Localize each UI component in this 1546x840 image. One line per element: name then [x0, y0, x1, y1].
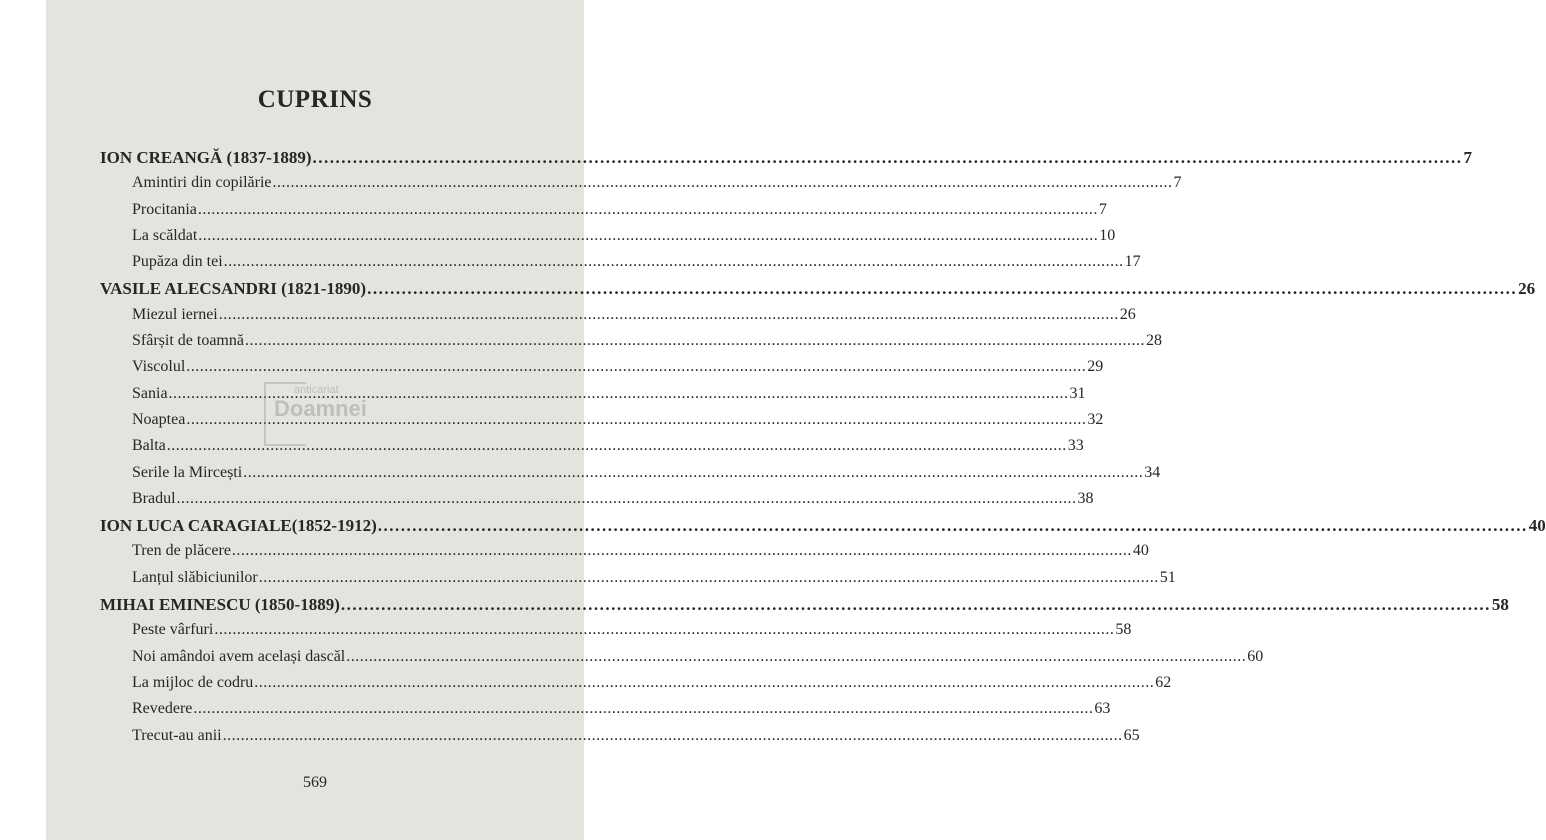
toc-entry-label: Miezul iernei	[132, 305, 218, 323]
toc-entry-page: 7	[1463, 148, 1473, 167]
page-number: 569	[303, 774, 327, 791]
dot-leader	[259, 569, 1159, 587]
toc-entry-page: 58	[1491, 595, 1509, 615]
toc-work-entry	[100, 358, 1104, 384]
dot-leader	[167, 437, 1067, 455]
toc-entry-page: 65	[1123, 726, 1140, 744]
dot-leader	[219, 306, 1119, 324]
toc-entry-page: 63	[1094, 700, 1111, 718]
toc-author-entry	[100, 595, 1509, 621]
toc-entry-label: VASILE ALECSANDRI (1821-1890)	[100, 279, 367, 299]
toc-entry-label: Peste vârfuri	[132, 621, 214, 639]
toc-entry-page: 38	[1077, 489, 1094, 507]
toc-entry-label: Revedere	[132, 700, 193, 718]
toc-entry-label: Balta	[132, 437, 166, 455]
toc-author-entry	[100, 279, 1536, 305]
toc-entry-label: Amintiri din copilărie	[132, 174, 272, 192]
toc-entry-page: 7	[1098, 200, 1107, 218]
toc-entry-label: Bradul	[132, 489, 176, 507]
dot-leader	[193, 700, 1093, 718]
toc-entry-label: La scăldat	[132, 226, 198, 244]
toc-entry-label: Tren de plăcere	[132, 542, 231, 560]
toc-work-entry	[100, 647, 1264, 674]
dot-leader	[214, 621, 1114, 639]
toc-work-entry	[100, 489, 1094, 516]
toc-author-entry	[100, 516, 1546, 542]
toc-work-entry	[100, 305, 1136, 332]
toc-entry-page: 7	[1173, 174, 1182, 192]
toc-work-entry	[100, 621, 1132, 647]
dot-leader	[313, 148, 1463, 168]
toc-entry-label: Noi amândoi avem același dascăl	[132, 647, 346, 665]
table-of-contents	[100, 148, 1546, 753]
watermark-top-text: anticariat	[294, 384, 339, 396]
dot-leader	[224, 253, 1124, 271]
toc-entry-label: Sfârșit de toamnă	[132, 332, 244, 350]
dot-leader	[341, 595, 1491, 615]
toc-entry-label: Viscolul	[132, 358, 186, 376]
toc-work-entry	[100, 332, 1162, 358]
watermark-main-text: Doamnei	[274, 396, 367, 421]
dot-leader	[243, 464, 1143, 482]
toc-entry-label: La mijloc de codru	[132, 673, 254, 691]
toc-entry-page: 31	[1069, 384, 1086, 402]
toc-entry-page: 29	[1087, 358, 1104, 376]
toc-entry-page: 40	[1132, 542, 1149, 560]
toc-entry-page: 26	[1518, 279, 1536, 299]
dot-leader	[169, 385, 1069, 403]
toc-entry-label: ION LUCA CARAGIALE(1852-1912)	[100, 516, 377, 536]
dot-leader	[273, 174, 1173, 192]
toc-entry-label: Sania	[132, 384, 168, 402]
toc-work-entry	[100, 226, 1116, 253]
dot-leader	[198, 201, 1098, 219]
toc-entry-page: 58	[1115, 621, 1132, 639]
dot-leader	[367, 279, 1517, 299]
toc-author-entry	[100, 148, 1473, 174]
toc-entry-label: MIHAI EMINESCU (1850-1889)	[100, 595, 340, 615]
toc-entry-page: 28	[1145, 332, 1162, 350]
toc-entry-page: 33	[1067, 437, 1084, 455]
dot-leader	[346, 648, 1246, 666]
dot-leader	[186, 411, 1086, 429]
page-title: CUPRINS	[257, 86, 373, 113]
toc-entry-page: 40	[1528, 516, 1546, 536]
dot-leader	[378, 516, 1528, 536]
toc-entry-page: 34	[1144, 463, 1161, 481]
toc-work-entry	[100, 174, 1182, 200]
toc-entry-page: 60	[1247, 647, 1264, 665]
toc-work-entry	[100, 384, 1086, 411]
toc-entry-page: 10	[1099, 226, 1116, 244]
toc-entry-label: Noaptea	[132, 410, 186, 428]
toc-work-entry	[100, 673, 1172, 700]
toc-entry-page: 17	[1124, 253, 1141, 271]
dot-leader	[186, 358, 1086, 376]
toc-work-entry	[100, 542, 1149, 568]
toc-work-entry	[100, 437, 1084, 463]
toc-entry-page: 26	[1119, 305, 1136, 323]
book-page	[46, 0, 1546, 840]
toc-entry-page: 32	[1087, 410, 1104, 428]
dot-leader	[232, 542, 1132, 560]
toc-work-entry	[100, 253, 1141, 279]
toc-entry-label: Lanțul slăbiciunilor	[132, 568, 258, 586]
dot-leader	[245, 332, 1145, 350]
toc-entry-label: Trecut-au anii	[132, 726, 222, 744]
dot-leader	[198, 227, 1098, 245]
toc-work-entry	[100, 568, 1176, 595]
toc-entry-label: Procitania	[132, 200, 197, 218]
toc-work-entry	[100, 726, 1140, 753]
toc-entry-label: ION CREANGĂ (1837-1889)	[100, 148, 312, 167]
toc-work-entry	[100, 700, 1111, 726]
toc-work-entry	[100, 200, 1107, 227]
dot-leader	[254, 674, 1154, 692]
toc-entry-label: Pupăza din tei	[132, 253, 223, 271]
dot-leader	[223, 727, 1123, 745]
toc-entry-page: 62	[1155, 673, 1172, 691]
dot-leader	[177, 490, 1077, 508]
toc-work-entry	[100, 463, 1161, 490]
toc-entry-label: Serile la Mircești	[132, 463, 243, 481]
toc-entry-page: 51	[1159, 568, 1176, 586]
toc-work-entry	[100, 410, 1104, 437]
